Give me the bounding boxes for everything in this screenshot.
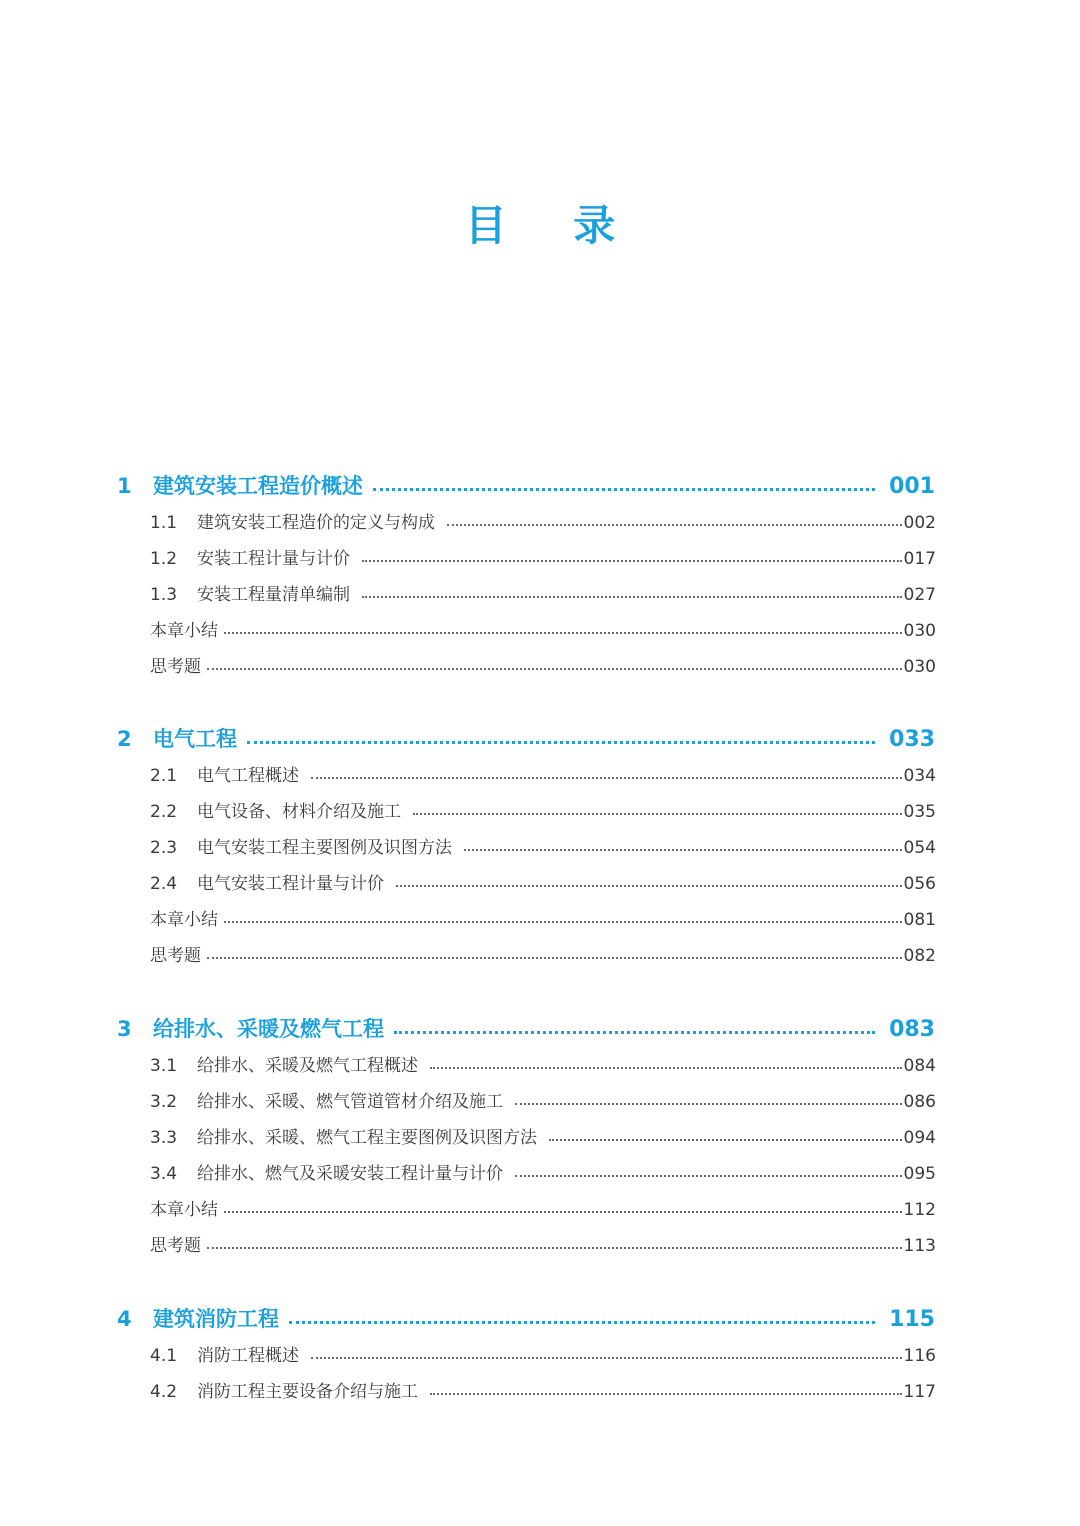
toc-section[interactable] bbox=[150, 1159, 936, 1184]
section-title: 给排水、燃气及采暖安装工程计量与计价 bbox=[197, 1164, 503, 1184]
chapter-title: 建筑消防工程 bbox=[153, 1307, 279, 1331]
section-title: 安装工程计量与计价 bbox=[197, 549, 350, 569]
section-number: 3.3 bbox=[150, 1128, 178, 1148]
dot-leader bbox=[430, 1066, 902, 1069]
questions-page: 113 bbox=[903, 1236, 936, 1256]
dot-leader bbox=[373, 487, 875, 491]
section-number: 2.4 bbox=[150, 874, 178, 894]
dot-leader bbox=[394, 1030, 875, 1034]
section-title: 给排水、采暖、燃气工程主要图例及识图方法 bbox=[197, 1128, 537, 1148]
dot-leader bbox=[515, 1174, 902, 1177]
section-title: 建筑安装工程造价的定义与构成 bbox=[197, 513, 435, 533]
section-number: 3.2 bbox=[150, 1092, 178, 1112]
section-page: 017 bbox=[903, 549, 936, 569]
dot-leader bbox=[311, 776, 902, 779]
toc-chapter[interactable] bbox=[117, 1303, 935, 1333]
chapter-title: 电气工程 bbox=[153, 727, 237, 751]
section-number: 3.1 bbox=[150, 1056, 178, 1076]
section-page: 095 bbox=[903, 1164, 936, 1184]
page-title: 目 录 bbox=[464, 201, 642, 250]
toc-section[interactable] bbox=[150, 833, 936, 858]
toc-chapter[interactable] bbox=[117, 723, 935, 753]
summary-page: 030 bbox=[903, 621, 936, 641]
section-page: 027 bbox=[903, 585, 936, 605]
toc-section[interactable] bbox=[150, 1377, 936, 1402]
chapter-number: 3 bbox=[117, 1017, 132, 1041]
toc-questions[interactable] bbox=[150, 1231, 936, 1256]
questions-title: 思考题 bbox=[150, 657, 201, 677]
section-title: 消防工程主要设备介绍与施工 bbox=[197, 1382, 418, 1402]
chapter-title: 给排水、采暖及燃气工程 bbox=[153, 1017, 384, 1041]
toc-section[interactable] bbox=[150, 1123, 936, 1148]
section-page: 116 bbox=[903, 1346, 936, 1366]
toc-chapter[interactable] bbox=[117, 1013, 935, 1043]
toc-section[interactable] bbox=[150, 508, 936, 533]
dot-leader bbox=[362, 595, 902, 598]
section-number: 1.2 bbox=[150, 549, 178, 569]
section-page: 034 bbox=[903, 766, 936, 786]
dot-leader bbox=[362, 559, 902, 562]
dot-leader bbox=[224, 920, 902, 923]
section-title: 电气安装工程计量与计价 bbox=[197, 874, 384, 894]
dot-leader bbox=[464, 848, 902, 851]
toc-section[interactable] bbox=[150, 761, 936, 786]
toc-section[interactable] bbox=[150, 869, 936, 894]
dot-leader bbox=[224, 1210, 902, 1213]
summary-title: 本章小结 bbox=[150, 1200, 218, 1220]
section-number: 1.3 bbox=[150, 585, 178, 605]
chapter-number: 1 bbox=[117, 474, 132, 498]
questions-page: 082 bbox=[903, 946, 936, 966]
toc-summary[interactable] bbox=[150, 616, 936, 641]
section-title: 消防工程概述 bbox=[197, 1346, 299, 1366]
chapter-title: 建筑安装工程造价概述 bbox=[153, 474, 363, 498]
summary-title: 本章小结 bbox=[150, 621, 218, 641]
section-number: 2.2 bbox=[150, 802, 178, 822]
dot-leader bbox=[207, 1246, 902, 1249]
section-page: 084 bbox=[903, 1056, 936, 1076]
section-number: 4.1 bbox=[150, 1346, 178, 1366]
chapter-page: 083 bbox=[889, 1017, 935, 1042]
toc-section[interactable] bbox=[150, 797, 936, 822]
dot-leader bbox=[207, 667, 902, 670]
toc-section[interactable] bbox=[150, 1051, 936, 1076]
section-page: 054 bbox=[903, 838, 936, 858]
toc-questions[interactable] bbox=[150, 652, 936, 677]
questions-title: 思考题 bbox=[150, 946, 201, 966]
dot-leader bbox=[549, 1138, 902, 1141]
toc-section[interactable] bbox=[150, 1087, 936, 1112]
section-number: 3.4 bbox=[150, 1164, 178, 1184]
summary-title: 本章小结 bbox=[150, 910, 218, 930]
toc-chapter[interactable] bbox=[117, 470, 935, 500]
section-number: 1.1 bbox=[150, 513, 178, 533]
dot-leader bbox=[311, 1356, 902, 1359]
dot-leader bbox=[515, 1102, 902, 1105]
dot-leader bbox=[224, 631, 902, 634]
chapter-page: 115 bbox=[889, 1307, 935, 1332]
section-title: 电气工程概述 bbox=[197, 766, 299, 786]
summary-page: 112 bbox=[903, 1200, 936, 1220]
toc-summary[interactable] bbox=[150, 1195, 936, 1220]
section-number: 4.2 bbox=[150, 1382, 178, 1402]
chapter-page: 033 bbox=[889, 727, 935, 752]
dot-leader bbox=[247, 740, 875, 744]
section-title: 电气安装工程主要图例及识图方法 bbox=[197, 838, 452, 858]
dot-leader bbox=[413, 812, 902, 815]
section-page: 056 bbox=[903, 874, 936, 894]
section-page: 094 bbox=[903, 1128, 936, 1148]
section-title: 给排水、采暖、燃气管道管材介绍及施工 bbox=[197, 1092, 503, 1112]
summary-page: 081 bbox=[903, 910, 936, 930]
chapter-page: 001 bbox=[889, 474, 935, 499]
section-page: 086 bbox=[903, 1092, 936, 1112]
toc-section[interactable] bbox=[150, 580, 936, 605]
questions-title: 思考题 bbox=[150, 1236, 201, 1256]
section-number: 2.3 bbox=[150, 838, 178, 858]
dot-leader bbox=[430, 1392, 902, 1395]
questions-page: 030 bbox=[903, 657, 936, 677]
chapter-number: 4 bbox=[117, 1307, 132, 1331]
toc-questions[interactable] bbox=[150, 941, 936, 966]
section-page: 002 bbox=[903, 513, 936, 533]
chapter-number: 2 bbox=[117, 727, 132, 751]
toc-section[interactable] bbox=[150, 1341, 936, 1366]
section-title: 安装工程量清单编制 bbox=[197, 585, 350, 605]
dot-leader bbox=[289, 1320, 875, 1324]
section-title: 电气设备、材料介绍及施工 bbox=[197, 802, 401, 822]
section-page: 117 bbox=[903, 1382, 936, 1402]
section-title: 给排水、采暖及燃气工程概述 bbox=[197, 1056, 418, 1076]
dot-leader bbox=[447, 523, 902, 526]
toc-section[interactable] bbox=[150, 544, 936, 569]
toc-summary[interactable] bbox=[150, 905, 936, 930]
section-page: 035 bbox=[903, 802, 936, 822]
section-number: 2.1 bbox=[150, 766, 178, 786]
dot-leader bbox=[207, 956, 902, 959]
dot-leader bbox=[396, 884, 902, 887]
